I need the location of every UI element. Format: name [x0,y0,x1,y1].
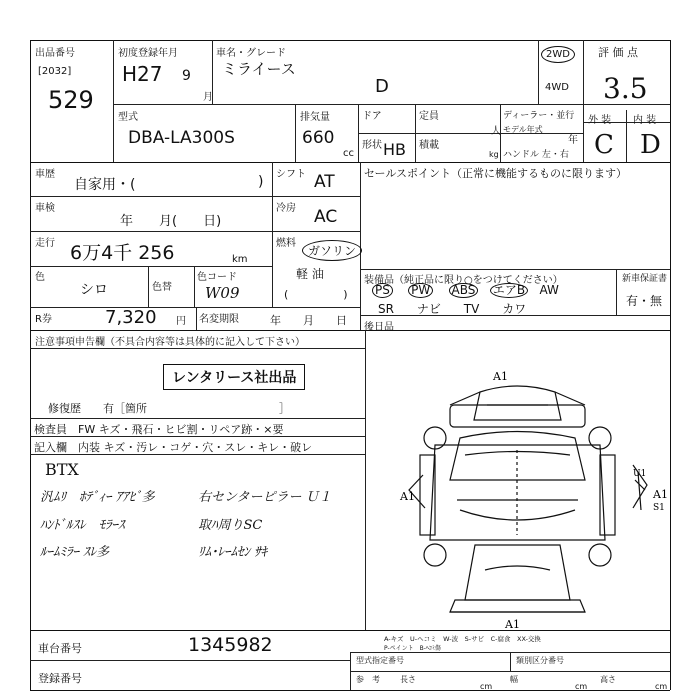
ac: AC [314,207,338,227]
chassis-label: 車台番号 [38,642,82,655]
equip-tv: TV [463,302,480,316]
mark-left: A1 [400,490,415,503]
equip-row-1 [372,283,559,298]
height-label: 高さ [600,675,616,684]
length-unit: cm [480,682,493,691]
equip-leather: カワ [502,302,527,316]
reg-label: 初度登録年月 [118,48,178,59]
grade: D [375,76,389,97]
lot-sub: [2032] [38,66,72,77]
spec-label: 型式指定番号 [356,656,404,665]
mark-top: A1 [493,370,508,383]
class-label: 類別区分番号 [516,656,564,665]
shift-label: シフト [276,169,306,180]
inspect-text: 年 月( 日) [120,214,222,229]
mark-right-s: S1 [653,503,665,513]
hw-btx: BTX [45,460,79,479]
length-label: 長さ [400,675,416,684]
equip-ps: PS [372,283,393,298]
equip-airbag: エアB [490,283,528,298]
history-close: ) [258,174,264,190]
dealer-label: ディーラー・並行 [503,111,575,121]
color-code-label: 色コード [197,272,237,283]
int-label: 内 装 [633,115,657,126]
equip-pw: PW [408,283,433,298]
equip-label: 装備品（純正品に限り○をつけてください） [364,275,563,286]
disp-unit: cc [343,148,354,159]
frame-bottom [30,690,670,691]
cap-label: 定員 [419,111,439,122]
mark-bottom: A1 [505,618,520,630]
frame-right [670,40,671,690]
int-grade: D [640,130,661,160]
frame-left [30,40,31,690]
mark-right-1: A1 [653,488,668,501]
expiry-label: 名変期限 [199,314,239,325]
mark-right-u: U1 [633,469,647,479]
expiry-text: 年 月 日 [270,314,347,327]
fuel-paren: ( ) [284,288,348,301]
handle-label: ハンドル 左・右 [503,150,569,160]
width-unit: cm [575,682,588,691]
car-name: ミライース [222,60,296,78]
ext-label: 外 装 [588,115,612,126]
drive-2wd: 2WD [541,46,575,63]
hw-line-2b: 取ﾊ周りSC [198,518,263,533]
door-label: ドア [362,111,382,122]
recycle-label: R券 [35,314,52,325]
mileage: 6万4千 256 [70,242,175,264]
reg-era: H27 [122,62,163,86]
diagram-legend: A-キズ U-ヘコミ W-波 S-サビ C-腐食 XX-交換 [384,635,541,643]
fuel-label: 燃料 [276,238,296,249]
inspect-row-label: 検査員 [34,423,67,436]
regno-label: 登録番号 [38,672,82,685]
warranty-label: 新車保証書 [622,274,668,284]
diagram-legend-sub: P-ペイント B-ﾍｺﾐ傷 [384,645,441,652]
history: 自家用・( [74,177,136,193]
warranty: 有・無 [626,294,663,308]
load-label: 積載 [419,140,439,151]
fuel-light: 軽 油 [296,267,324,281]
model-year-unit: 年 [568,135,578,146]
hw-line-1a: 汎ﾑﾘ ﾎﾃﾞｨｰ ｱｱﾋﾞ多 [40,490,155,505]
color-label: 色 [35,272,45,283]
later-label: 後日品 [364,322,394,333]
width-label: 幅 [510,675,518,684]
frame-divider-3 [30,630,670,631]
inspect-row: FW キズ・飛石・ヒビ割・リペア跡・×要 [78,423,284,436]
chassis: 1345982 [188,634,273,656]
score: 3.5 [603,72,648,105]
disp-label: 排気量 [300,112,330,123]
shape-label: 形状 [362,140,382,151]
history-label: 車歴 [35,169,55,180]
hw-line-3b: ﾘﾑ･ﾚｰﾑｾﾝ ｻｷ [198,545,268,560]
equip-aw: AW [539,283,559,297]
equip-sr: SR [378,302,394,316]
reg-month: 9 [182,68,191,84]
shift: AT [314,172,335,192]
model-label: 型式 [118,112,138,123]
recycle: 7,320 [105,307,157,328]
score-label: 評 価 点 [598,46,638,59]
frame-top [30,40,670,41]
load-unit: kg [489,150,499,159]
hw-line-1b: 右センターピラー Ｕ１ [198,490,332,505]
lot-label: 出品番号 [35,48,75,59]
cap-unit: 人 [491,126,501,137]
lot-number: 529 [48,86,94,114]
hw-line-2a: ﾊﾝﾄﾞﾙｽﾚ ﾓﾗｰｽ [40,518,125,533]
shape: HB [383,140,407,159]
color-code: W09 [205,284,240,302]
height-unit: cm [655,682,668,691]
reg-month-unit: 月 [203,92,213,103]
ac-label: 冷房 [276,203,296,214]
rental-stamp: レンタリース社出品 [163,364,305,390]
model: DBA-LA300S [128,128,235,148]
color-change-label: 色替 [152,282,172,293]
hw-line-3a: ﾙｰﾑﾐﾗｰ ｽﾚ多 [40,545,110,560]
equip-row-2 [378,300,526,317]
equip-abs: ABS [449,283,479,298]
entry-row-label: 記入欄 [34,441,67,454]
inspect-label: 車検 [35,203,55,214]
ref-label: 参 考 [356,675,380,684]
recycle-unit: 円 [176,316,186,327]
entry-row: 内装 キズ・汚レ・コゲ・穴・スレ・キレ・破レ [78,441,313,454]
frame-divider-1 [30,162,670,163]
displacement: 660 [302,128,335,148]
caution-label: 注意事項申告欄（不具合内容等は具体的に記入して下さい） [35,337,305,348]
sales-label: セールスポイント（正常に機能するものに限ります） [364,167,628,180]
mileage-label: 走行 [35,238,55,249]
equip-navi: ナビ [416,302,441,316]
fuel-gas: ガソリン [302,240,362,261]
color: シロ [80,282,108,298]
model-year-label: モデル年式 [503,125,543,134]
car-diagram [365,330,670,630]
ext-grade: C [594,130,614,160]
mileage-unit: km [232,254,248,265]
drive-4wd: 4WD [545,82,569,93]
name-label: 車名・グレード [216,48,286,59]
repair-label: 修復歴 有［箇所 ］ [48,402,290,415]
